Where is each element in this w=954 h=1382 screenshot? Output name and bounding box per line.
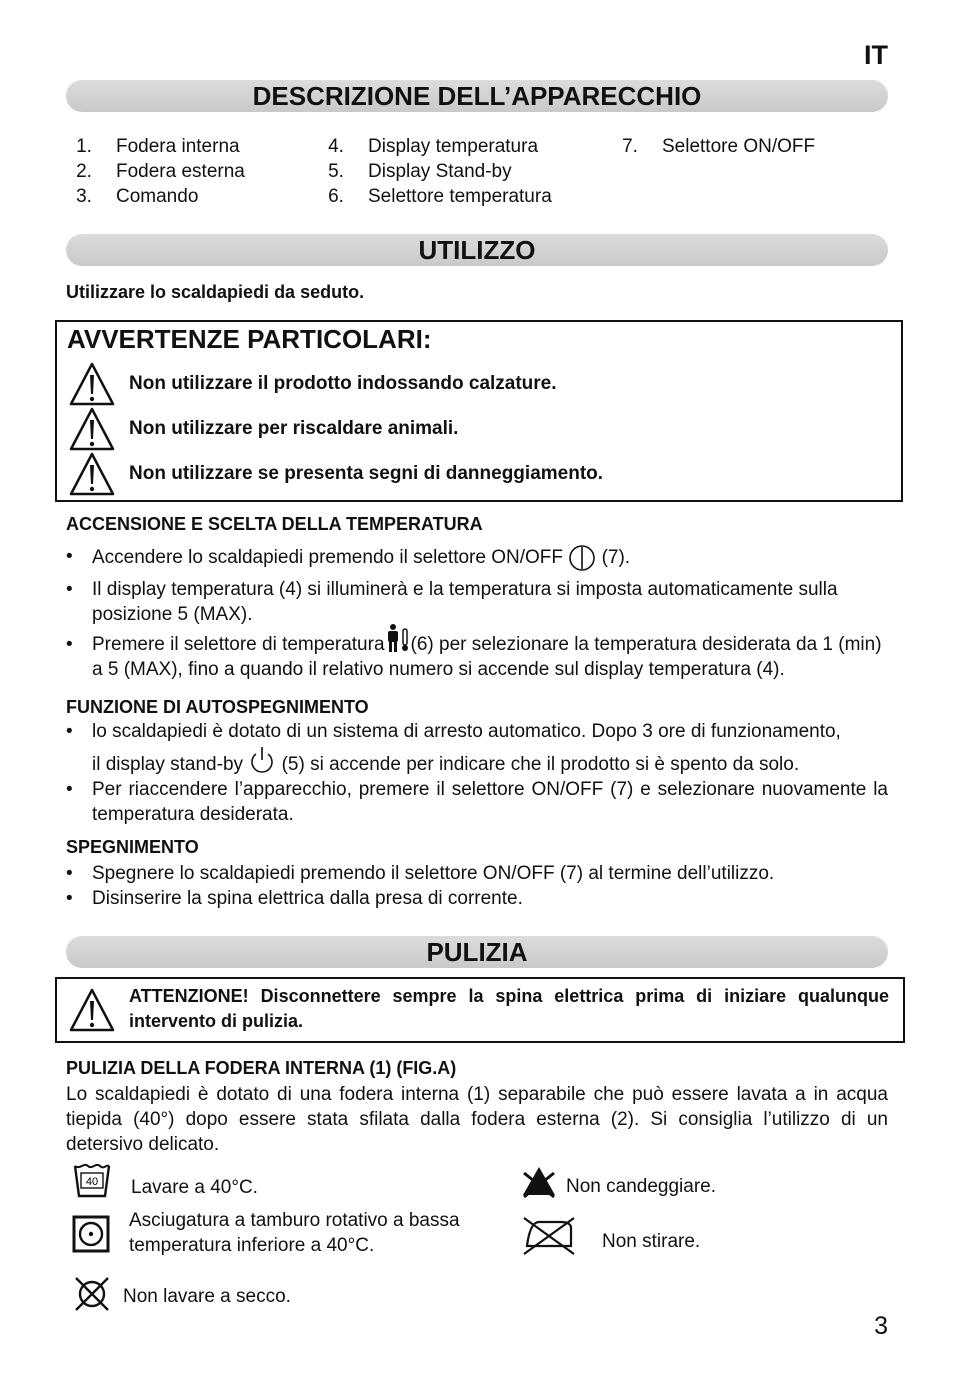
parts-list-col2 bbox=[316, 134, 552, 209]
list-item bbox=[64, 184, 245, 209]
warning-row bbox=[69, 450, 603, 498]
section-title-cleaning: PULIZIA bbox=[66, 936, 888, 968]
parts-list-col1 bbox=[64, 134, 245, 209]
warning-triangle-icon bbox=[69, 451, 115, 497]
care-dryer-line: Asciugatura a tamburo rotativo a bassa bbox=[129, 1210, 460, 1231]
wash-temp-label: 40 bbox=[85, 1176, 99, 1188]
list-item bbox=[610, 134, 815, 159]
bullet-text: Premere il selettore di temperatura bbox=[92, 634, 385, 655]
item-number: 5. bbox=[328, 161, 344, 182]
attention-text: ATTENZIONE! Disconnettere sempre la spina elettrica prima di iniziare qualunque intervento di pulizia. bbox=[129, 986, 889, 1031]
warning-text: Non utilizzare il prodotto indossando calzature. bbox=[129, 373, 557, 394]
list-item bbox=[64, 134, 245, 159]
warning-triangle-icon bbox=[69, 987, 115, 1033]
item-label: Fodera interna bbox=[116, 136, 240, 157]
heading-pulizia-fodera: PULIZIA DELLA FODERA INTERNA (1) (FIG.A) bbox=[66, 1058, 457, 1078]
attention-box bbox=[55, 977, 905, 1043]
list-item: • Spegnere lo scaldapiedi premendo il selettore ON/OFF (7) al termine dell’utilizzo. bbox=[66, 861, 888, 886]
no-iron-icon bbox=[521, 1216, 577, 1256]
wash-40-icon bbox=[72, 1160, 112, 1200]
page-number: 3 bbox=[874, 1312, 888, 1340]
bullet-text: il display stand-by bbox=[92, 754, 244, 775]
section-title-usage: UTILIZZO bbox=[66, 234, 888, 266]
warning-triangle-icon bbox=[69, 406, 115, 452]
item-label: Comando bbox=[116, 186, 199, 207]
care-dryer bbox=[129, 1208, 460, 1258]
list-item bbox=[316, 134, 552, 159]
item-number: 7. bbox=[622, 136, 638, 157]
item-number: 1. bbox=[76, 136, 92, 157]
standby-icon bbox=[248, 745, 276, 775]
on-off-icon bbox=[568, 544, 596, 572]
tumble-dry-icon bbox=[72, 1215, 110, 1253]
care-no-iron: Non stirare. bbox=[602, 1231, 701, 1252]
usage-intro: Utilizzare lo scaldapiedi da seduto. bbox=[66, 282, 365, 302]
bullet-text: (6) per selezionare la temperatura desiderata da 1 (min) a 5 (MAX), fino a quando il relativo numero si accende sul display temperatura (4). bbox=[92, 634, 882, 680]
autospegnimento-list bbox=[66, 719, 888, 827]
section-title-description: DESCRIZIONE DELL’APPARECCHIO bbox=[66, 80, 888, 112]
list-item bbox=[66, 632, 888, 682]
temperature-person-icon bbox=[385, 623, 411, 653]
heading-autospegnimento: FUNZIONE DI AUTOSPEGNIMENTO bbox=[66, 697, 369, 717]
item-number: 3. bbox=[76, 186, 92, 207]
list-item: • Disinserire la spina elettrica dalla presa di corrente. bbox=[66, 886, 888, 911]
care-wash: Lavare a 40°C. bbox=[131, 1177, 258, 1198]
warning-text: Non utilizzare per riscaldare animali. bbox=[129, 418, 459, 439]
warning-row bbox=[69, 360, 557, 408]
bullet-text: (5) si accende per indicare che il prodotto si è spento da solo. bbox=[281, 754, 800, 775]
item-label: Selettore ON/OFF bbox=[662, 136, 816, 157]
no-bleach-icon bbox=[521, 1165, 557, 1199]
warning-row bbox=[69, 405, 458, 453]
list-item bbox=[316, 159, 552, 184]
warning-text: Non utilizzare se presenta segni di danneggiamento. bbox=[129, 463, 604, 484]
item-label: Display temperatura bbox=[368, 136, 539, 157]
list-item: • Il display temperatura (4) si illuminerà e la temperatura si imposta automaticamente sulla posizione 5 (MAX). bbox=[66, 577, 888, 627]
item-label: Selettore temperatura bbox=[368, 186, 552, 207]
bullet-text: • lo scaldapiedi è dotato di un sistema di arresto automatico. Dopo 3 ore di funzionamento, bbox=[92, 721, 841, 742]
parts-list-col3 bbox=[610, 134, 815, 159]
list-item: • Per riaccendere l’apparecchio, premere il selettore ON/OFF (7) e selezionare nuovamente la temperatura desiderata. bbox=[66, 777, 888, 827]
item-number: 6. bbox=[328, 186, 344, 207]
warning-triangle-icon bbox=[69, 361, 115, 407]
no-dry-clean-icon bbox=[72, 1276, 112, 1312]
spegnimento-list bbox=[66, 861, 888, 911]
item-label: Fodera esterna bbox=[116, 161, 245, 182]
item-number: 4. bbox=[328, 136, 344, 157]
item-number: 2. bbox=[76, 161, 92, 182]
cleaning-paragraph: Lo scaldapiedi è dotato di una fodera interna (1) separabile che può essere lavata a in acqua tiepida (40°) dopo essere stata sfilata dalla fodera esterna (2). Si consiglia l’utilizzo di un detersivo delicato. bbox=[66, 1084, 888, 1155]
list-item bbox=[66, 719, 888, 777]
bullet-text: Accendere lo scaldapiedi premendo il selettore ON/OFF bbox=[92, 547, 564, 569]
list-item bbox=[64, 159, 245, 184]
bullet-text: (7). bbox=[601, 547, 631, 569]
list-item bbox=[316, 184, 552, 209]
care-no-dryclean: Non lavare a secco. bbox=[123, 1286, 291, 1307]
list-item bbox=[66, 544, 888, 572]
warnings-title: AVVERTENZE PARTICOLARI: bbox=[67, 324, 432, 354]
item-label: Display Stand-by bbox=[368, 161, 512, 182]
care-no-bleach: Non candeggiare. bbox=[566, 1176, 716, 1197]
care-dryer-line: temperatura inferiore a 40°C. bbox=[129, 1235, 375, 1256]
warnings-box bbox=[55, 320, 903, 502]
language-code: IT bbox=[864, 40, 888, 70]
heading-spegnimento: SPEGNIMENTO bbox=[66, 837, 199, 857]
heading-accensione: ACCENSIONE E SCELTA DELLA TEMPERATURA bbox=[66, 514, 483, 534]
accensione-list bbox=[66, 544, 888, 682]
